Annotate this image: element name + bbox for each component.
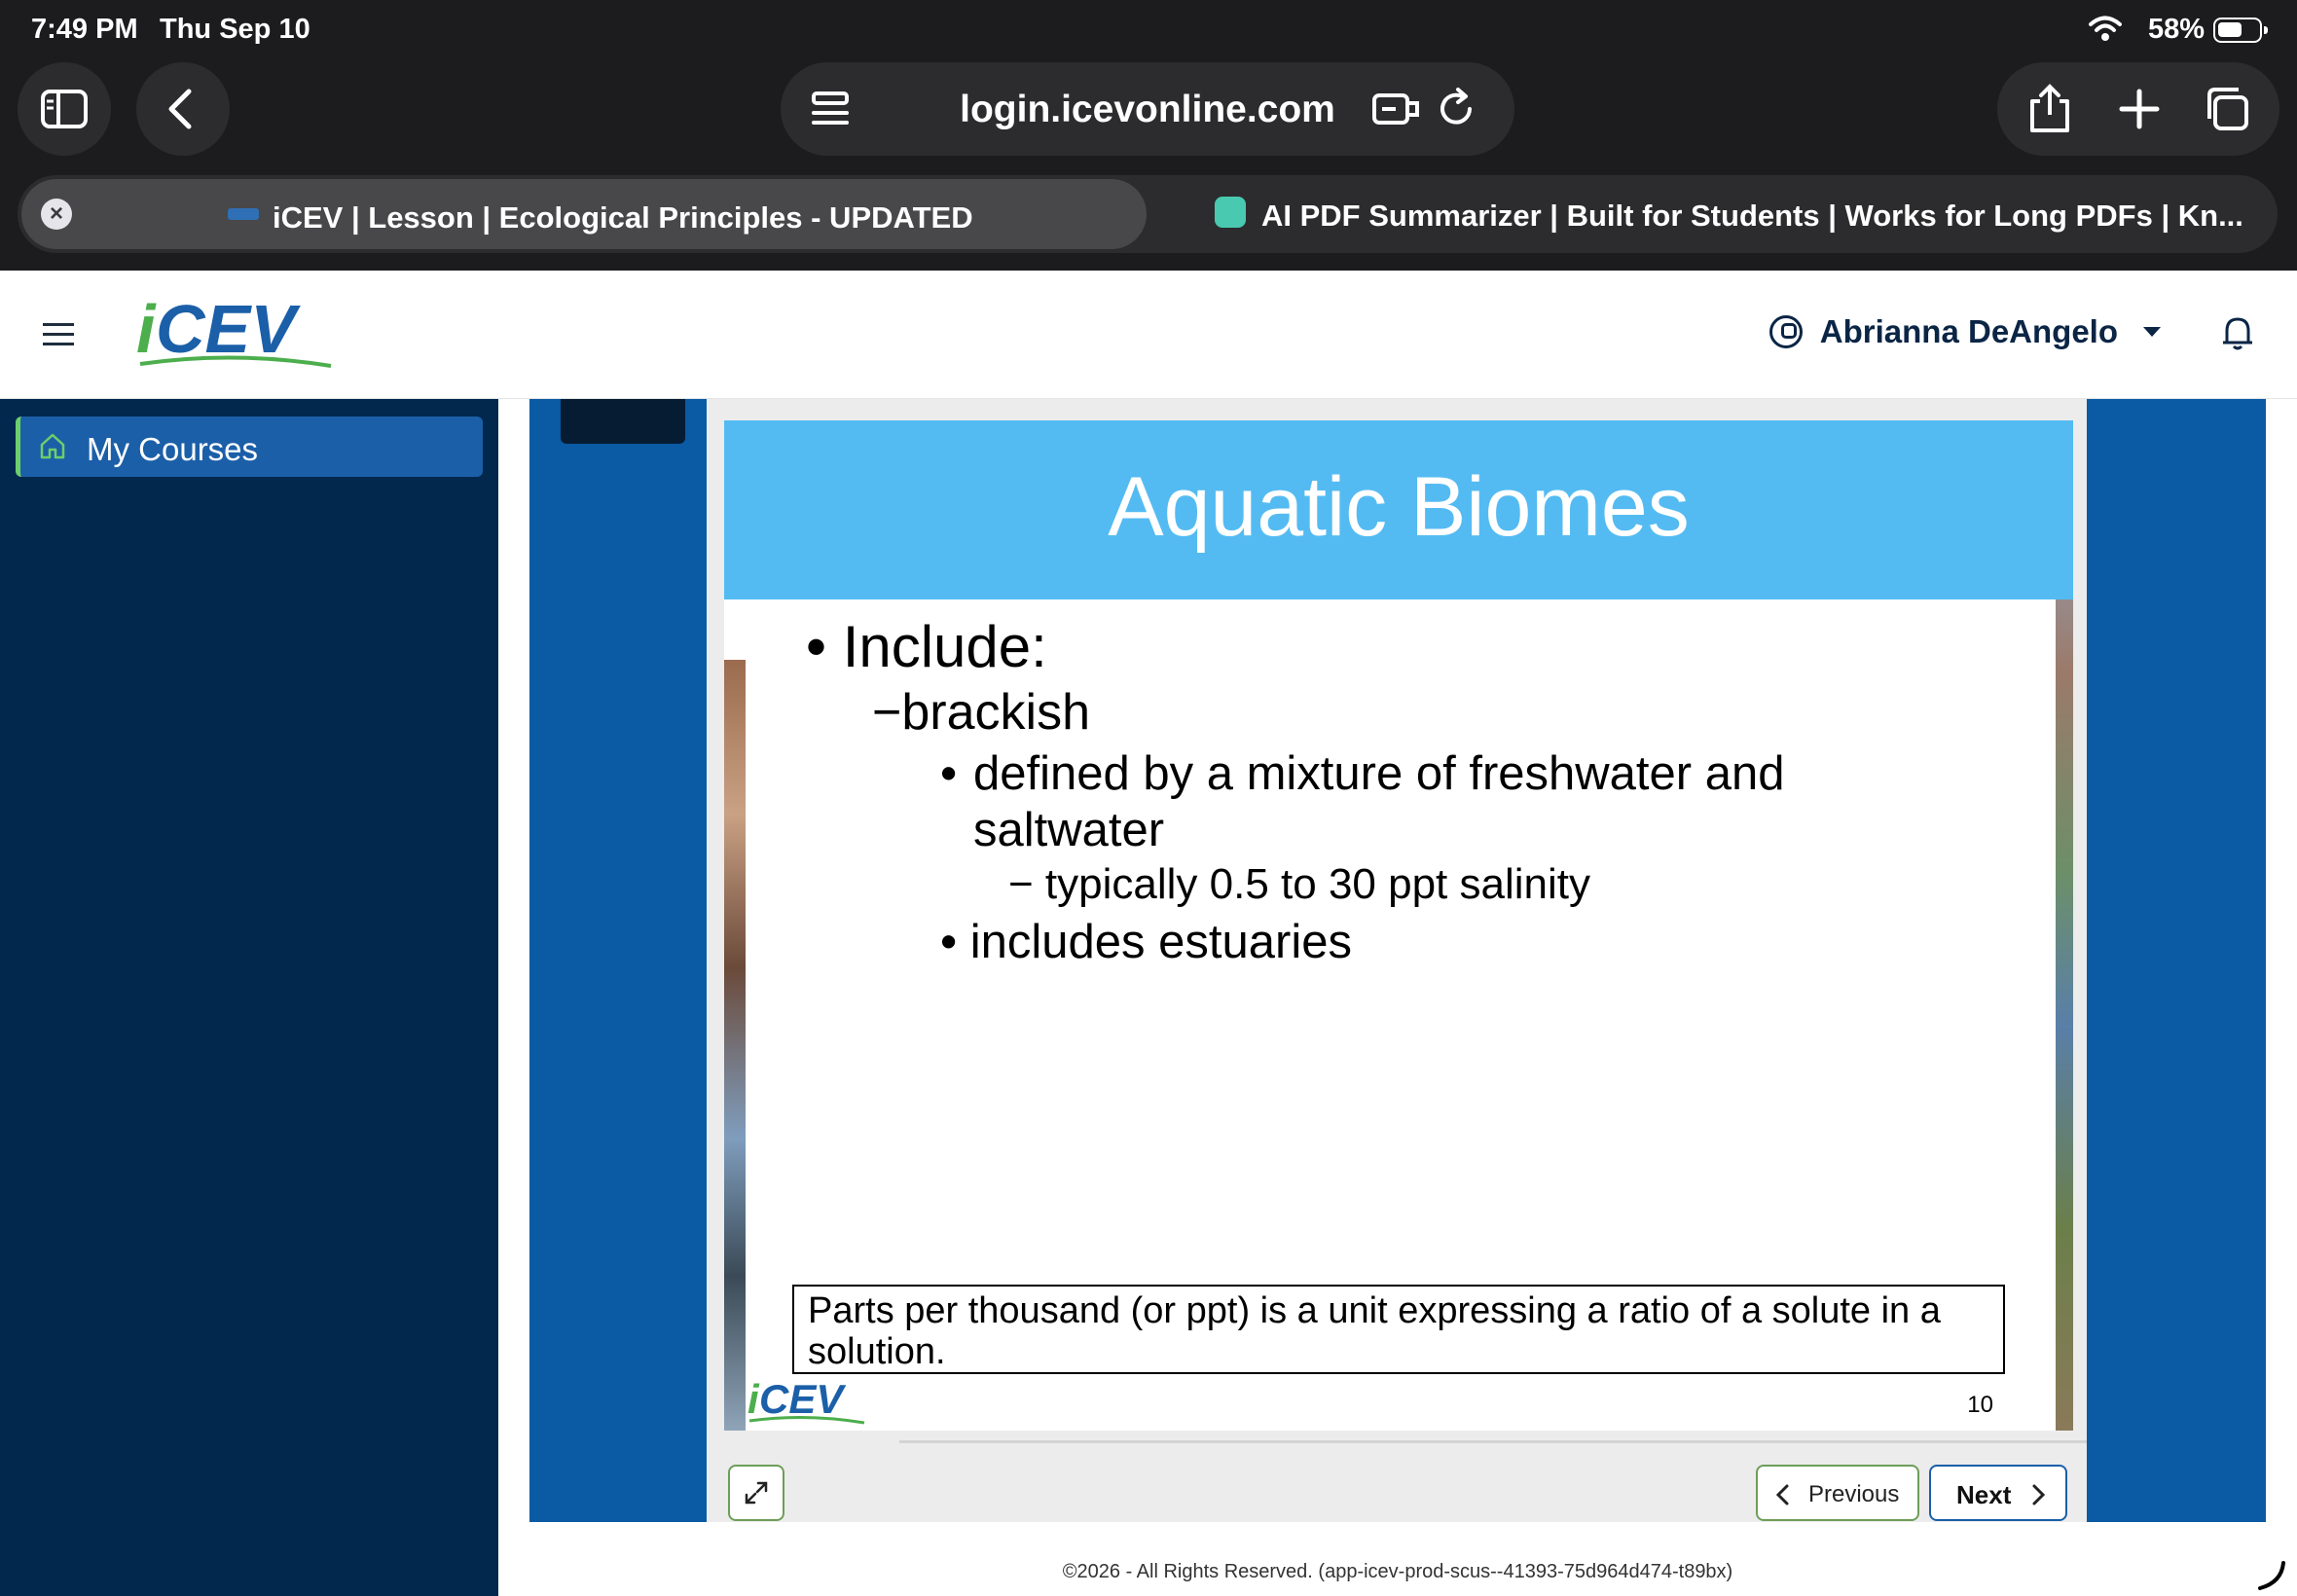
slide-background-photo-left bbox=[724, 660, 746, 1431]
slide-icev-logo bbox=[747, 1378, 868, 1427]
chevron-left-icon bbox=[1773, 1483, 1793, 1506]
menu-icon[interactable] bbox=[43, 323, 74, 346]
status-date: Thu Sep 10 bbox=[160, 14, 310, 45]
chevron-left-icon bbox=[156, 82, 210, 136]
slide-note: Parts per thousand (or ppt) is a unit expressing a ratio of a solute in a solution. bbox=[792, 1285, 2005, 1374]
fullscreen-button[interactable] bbox=[728, 1465, 784, 1521]
slide-title-bar bbox=[724, 420, 2073, 599]
sidebar-item-my-courses[interactable] bbox=[16, 417, 483, 477]
sidebar-toggle-button[interactable] bbox=[18, 62, 111, 156]
icev-favicon-icon bbox=[228, 208, 259, 220]
bullet-level3-b: • includes estuaries bbox=[940, 916, 1352, 968]
user-name: Abrianna DeAngelo bbox=[1819, 313, 2118, 349]
extension-icon[interactable] bbox=[1368, 82, 1423, 136]
svg-text:CEV: CEV bbox=[759, 1378, 844, 1422]
tab-overview-icon[interactable] bbox=[2200, 82, 2254, 136]
footer-copyright: ©2026 - All Rights Reserved. (app-icev-prod-scus--41393-75d964d474-t89bx) bbox=[1062, 1561, 1733, 1582]
chevron-right-icon bbox=[2028, 1483, 2048, 1506]
bullet-level4: − typically 0.5 to 30 ppt salinity bbox=[1008, 860, 1590, 908]
tab-close-icon[interactable]: × bbox=[41, 199, 72, 230]
sidebar-item-label: My Courses bbox=[87, 431, 259, 467]
sidebar bbox=[0, 399, 498, 1596]
svg-text:i: i bbox=[747, 1378, 759, 1422]
battery-percent: 58% bbox=[2147, 14, 2205, 45]
app-header bbox=[0, 271, 2297, 399]
battery-icon bbox=[2213, 18, 2262, 43]
toolbar-right-group bbox=[1997, 62, 2279, 156]
video-badge bbox=[561, 399, 685, 444]
slide: Aquatic Biomes • Include: −brackish • defined by a mixture of freshwater and saltwater − typically 0.5 to 30 ppt salinity • includes estuaries Parts per thousand (or ppt) is a unit expressing a ratio of a solute in a solution. i CEV 10 bbox=[724, 420, 2073, 1431]
progress-divider bbox=[899, 1440, 2087, 1443]
wifi-icon bbox=[2089, 14, 2122, 45]
bullet-level2: −brackish bbox=[872, 684, 1091, 741]
svg-text:CEV: CEV bbox=[156, 294, 296, 367]
user-menu[interactable] bbox=[1769, 313, 2161, 350]
pdf-summarizer-favicon-icon bbox=[1215, 197, 1246, 228]
bell-icon[interactable] bbox=[2221, 313, 2254, 352]
bullet-level1: • Include: bbox=[806, 614, 1047, 679]
tab-pdf-summarizer[interactable]: AI PDF Summarizer | Built for Students | Works for Long PDFs | Kn... bbox=[1261, 199, 2243, 233]
user-avatar-icon bbox=[1769, 315, 1803, 348]
slide-title: Aquatic Biomes bbox=[1108, 460, 1690, 554]
tab-icev-lesson[interactable] bbox=[21, 179, 1147, 249]
back-button[interactable] bbox=[136, 62, 230, 156]
previous-button[interactable] bbox=[1756, 1465, 1919, 1521]
next-button[interactable] bbox=[1929, 1465, 2067, 1521]
sidebar-icon bbox=[37, 82, 91, 136]
address-url: login.icevonline.com bbox=[960, 89, 1335, 130]
new-tab-icon[interactable] bbox=[2112, 82, 2167, 136]
status-bar bbox=[0, 0, 2297, 62]
resize-handle-icon[interactable] bbox=[2254, 1557, 2289, 1592]
browser-chrome bbox=[0, 0, 2297, 271]
previous-label: Previous bbox=[1808, 1481, 1900, 1507]
status-time: 7:49 PM bbox=[31, 14, 138, 45]
address-bar[interactable] bbox=[781, 62, 1514, 156]
tab-title: iCEV | Lesson | Ecological Principles - UPDATED bbox=[273, 200, 973, 235]
home-icon bbox=[38, 431, 67, 460]
tab-bar bbox=[18, 175, 2278, 253]
next-label: Next bbox=[1956, 1480, 2012, 1509]
share-icon[interactable] bbox=[2023, 82, 2077, 136]
svg-text:i: i bbox=[136, 294, 156, 367]
expand-icon bbox=[743, 1479, 770, 1506]
icev-logo[interactable] bbox=[136, 294, 346, 374]
caret-down-icon bbox=[2143, 327, 2161, 337]
reload-icon[interactable] bbox=[1429, 82, 1483, 136]
slide-page-number: 10 bbox=[1967, 1392, 1993, 1418]
